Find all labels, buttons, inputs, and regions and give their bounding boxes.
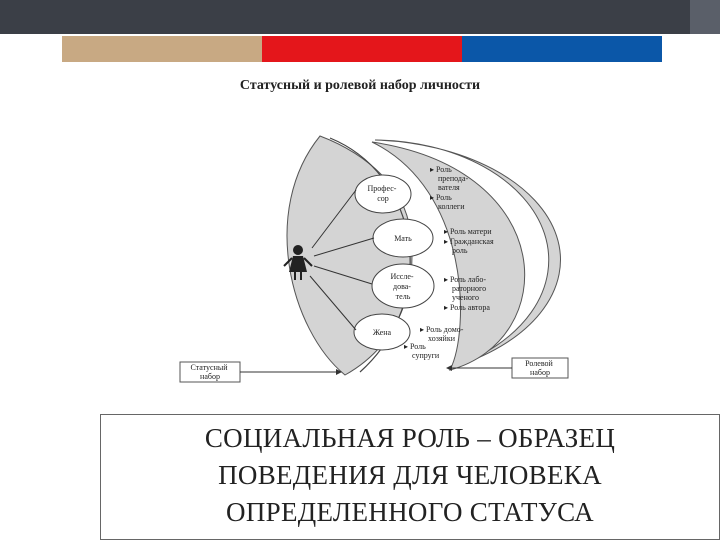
role-label-housewife: ▸ Роль домо-хозяйки	[420, 325, 464, 343]
role-label-colleague: ▸ Роль коллеги	[430, 193, 465, 211]
role-label-spouse: ▸ Роль супруги	[404, 342, 440, 360]
caption-line-3: ОПРЕДЕЛЕННОГО СТАТУСА	[226, 497, 594, 527]
caption-line-2: ПОВЕДЕНИЯ ДЛЯ ЧЕЛОВЕКА	[218, 460, 602, 490]
status-label-wife: Жена	[372, 328, 392, 337]
status-label-professor: Профес- сор	[367, 184, 397, 203]
role-label-author: ▸ Роль автора	[444, 303, 490, 312]
caption-line-1: СОЦИАЛЬНАЯ РОЛЬ – ОБРАЗЕЦ	[204, 423, 616, 453]
role-set-label: Ролевой набор	[525, 359, 553, 377]
status-label-mother: Мать	[394, 234, 412, 243]
diagram-title: Статусный и ролевой набор личности	[239, 78, 481, 93]
role-label-citizen: ▸ Гражданская роль	[444, 237, 494, 255]
role-label-teacher: ▸ Роль препода-вателя	[430, 165, 469, 192]
role-label-mother: ▸ Роль матери	[444, 227, 492, 236]
status-set-label: Статусный набор	[190, 363, 228, 381]
role-label-lab-scientist: ▸ Роль лабо-раторного ученого	[444, 275, 487, 302]
status-label-researcher: Иссле- дова- тель	[390, 272, 414, 301]
slide-caption	[100, 420, 720, 531]
